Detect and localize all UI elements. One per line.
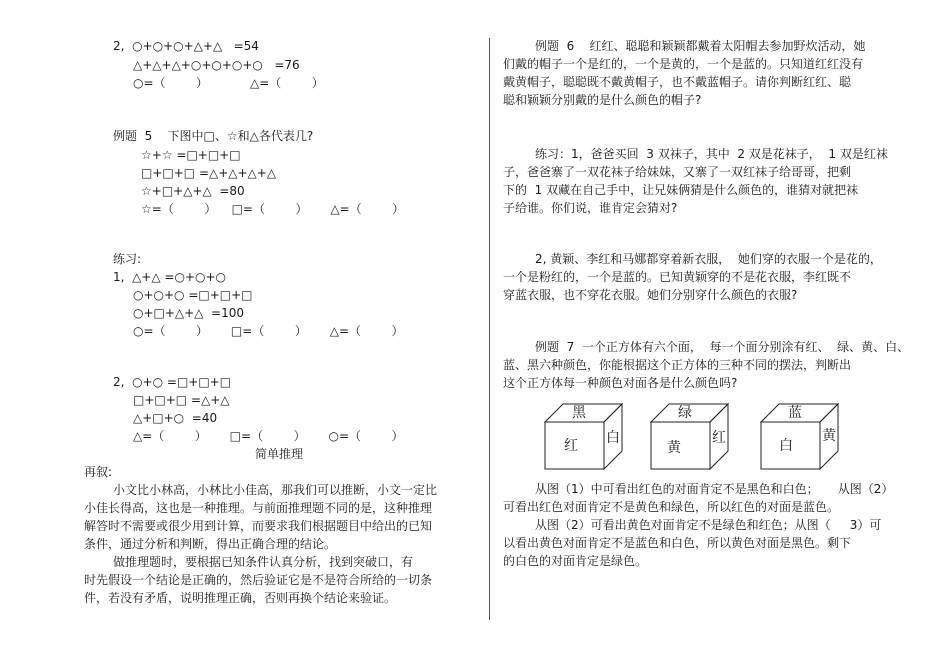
recap-paragraph-1-line-2: 小佳长得高，这也是一种推理。与前面推理题不同的是，这种推理 <box>84 501 433 515</box>
practice-heading: 练习: <box>113 252 142 266</box>
recap-paragraph-1-line-1: 小文比小林高，小林比小佳高，那我们可以推断，小文一定比 <box>113 483 438 497</box>
cube-2-side-face: 红 <box>712 430 726 446</box>
cube-figure-2 <box>650 402 730 472</box>
example-6-line-3: 戴黄帽子，聪聪既不戴黄帽子，也不戴蓝帽子。请你判断红红、聪 <box>503 75 852 89</box>
cube-3-top-face: 蓝 <box>788 405 802 421</box>
cube-1-top-face: 黑 <box>572 405 586 421</box>
practice-1-eq-1: 1, △+△ =○+○+○ <box>113 270 226 284</box>
practice-2-answer: △=（ ） □=（ ） ○=（ ） <box>133 429 404 443</box>
practice-1-eq-2: ○+○+○ =□+□+□ <box>133 288 253 302</box>
practice-2-eq-1: 2, ○+○ =□+□+□ <box>113 375 232 389</box>
cube-3-side-face: 黄 <box>822 428 836 444</box>
example-5-eq-2: □+□+□ =△+△+△+△ <box>141 166 277 180</box>
example-5-eq-1: ☆+☆ =□+□+□ <box>141 148 241 162</box>
cube-figure-3 <box>760 402 840 472</box>
example-7-line-1: 例题 7 一个正方体有六个面， 每一个面分别涂有红、 绿、黄、白、 <box>535 340 910 354</box>
solution-line-1: 从图（1）中可看出红色的对面肯定不是黑色和白色； 从图（2） <box>535 482 894 496</box>
example-5-answer: ☆=（ ） □=（ ） △=（ ） <box>141 202 405 216</box>
practice-1-answer: ○=（ ） □=（ ） △=（ ） <box>133 324 404 338</box>
solution-line-2: 可看出红色对面肯定不是黄色和绿色，所以红色的对面是蓝色。 <box>503 500 840 514</box>
cube-1-side-face: 白 <box>606 430 620 446</box>
recap-paragraph-1-line-4: 条件，通过分析和判断，得出正确合理的结论。 <box>84 537 337 551</box>
solution-line-5: 的白色的对面肯定是绿色。 <box>503 554 648 568</box>
cube-3-front-face: 白 <box>779 438 793 454</box>
exercise-2-line-1: 2, ○+○+○+△+△ =54 <box>113 39 259 53</box>
example-5-title: 例题 5 下图中□、☆和△各代表几? <box>113 129 314 143</box>
example-6-line-1: 例题 6 红红、聪聪和颖颖都戴着太阳帽去参加野炊活动，她 <box>535 39 866 53</box>
solution-line-3: 从图（2）可看出黄色对面肯定不是绿色和红色；从图（ 3）可 <box>535 518 882 532</box>
practice-socks-line-1: 练习：1，爸爸买回 3 双袜子，其中 2 双是花袜子， 1 双是红袜 <box>535 147 888 161</box>
practice-socks-line-3: 下的 1 双藏在自己手中，让兄妹俩猜是什么颜色的，谁猜对就把袜 <box>503 183 859 197</box>
recap-paragraph-2-line-3: 件，若没有矛盾，说明推理正确，否则再换个结论来验证。 <box>84 591 397 605</box>
example-6-line-4: 聪和颖颖分别戴的是什么颜色的帽子? <box>503 93 702 107</box>
practice-socks-line-2: 子，爸爸寨了一双花袜子给妹妹，又寨了一双红袜子给哥哥，把剩 <box>503 165 852 179</box>
section-title: 简单推理 <box>255 447 304 461</box>
practice-2-eq-3: △+□+○ =40 <box>133 411 218 425</box>
recap-paragraph-2-line-2: 时先假设一个结论是正确的，然后验证它是不是符合所给的一切条 <box>84 573 433 587</box>
example-5-eq-3: ☆+□+△+△ =80 <box>141 184 245 198</box>
practice-clothes-line-1: 2, 黄颖、李红和马娜都穿着新衣服， 她们穿的衣服一个是花的， <box>535 252 882 266</box>
practice-clothes-line-3: 穿蓝衣服，也不穿花衣服。她们分别穿什么颜色的衣服? <box>503 288 798 302</box>
exercise-2-answer: ○=（ ） △=（ ） <box>133 76 324 90</box>
recap-paragraph-2-line-1: 做推理题时，要根据已知条件认真分析，找到突破口，有 <box>113 555 414 569</box>
exercise-2-line-2: △+△+△+○+○+○+○ =76 <box>133 58 300 72</box>
cube-2-top-face: 绿 <box>678 405 692 421</box>
practice-2-eq-2: □+□+□ =△+△ <box>133 393 230 407</box>
cube-2-front-face: 黄 <box>667 440 681 456</box>
practice-clothes-line-2: 一个是粉红的，一个是蓝的。已知黄颖穿的不是花衣服，李红既不 <box>503 270 852 284</box>
cube-figure-1 <box>544 402 624 472</box>
example-7-line-3: 这个正方体每一种颜色对面各是什么颜色吗? <box>503 376 738 390</box>
recap-paragraph-1-line-3: 解答时不需要或很少用到计算，而要求我们根据题目中给出的已知 <box>84 519 433 533</box>
practice-socks-line-4: 子给谁。你们说，谁肯定会猜对? <box>503 201 678 215</box>
cube-1-front-face: 红 <box>564 438 578 454</box>
recap-heading: 再叙: <box>84 465 113 479</box>
solution-line-4: 以看出黄色对面肯定不是蓝色和白色，所以黄色对面是黑色。剩下 <box>503 536 852 550</box>
example-6-line-2: 们戴的帽子一个是红的，一个是黄的，一个是蓝的。只知道红红没有 <box>503 57 864 71</box>
example-7-line-2: 蓝、黑六种颜色，你能根据这个正方体的三种不同的摆法，判断出 <box>503 358 852 372</box>
practice-1-eq-3: ○+□+△+△ =100 <box>133 306 245 320</box>
column-divider <box>489 38 490 620</box>
